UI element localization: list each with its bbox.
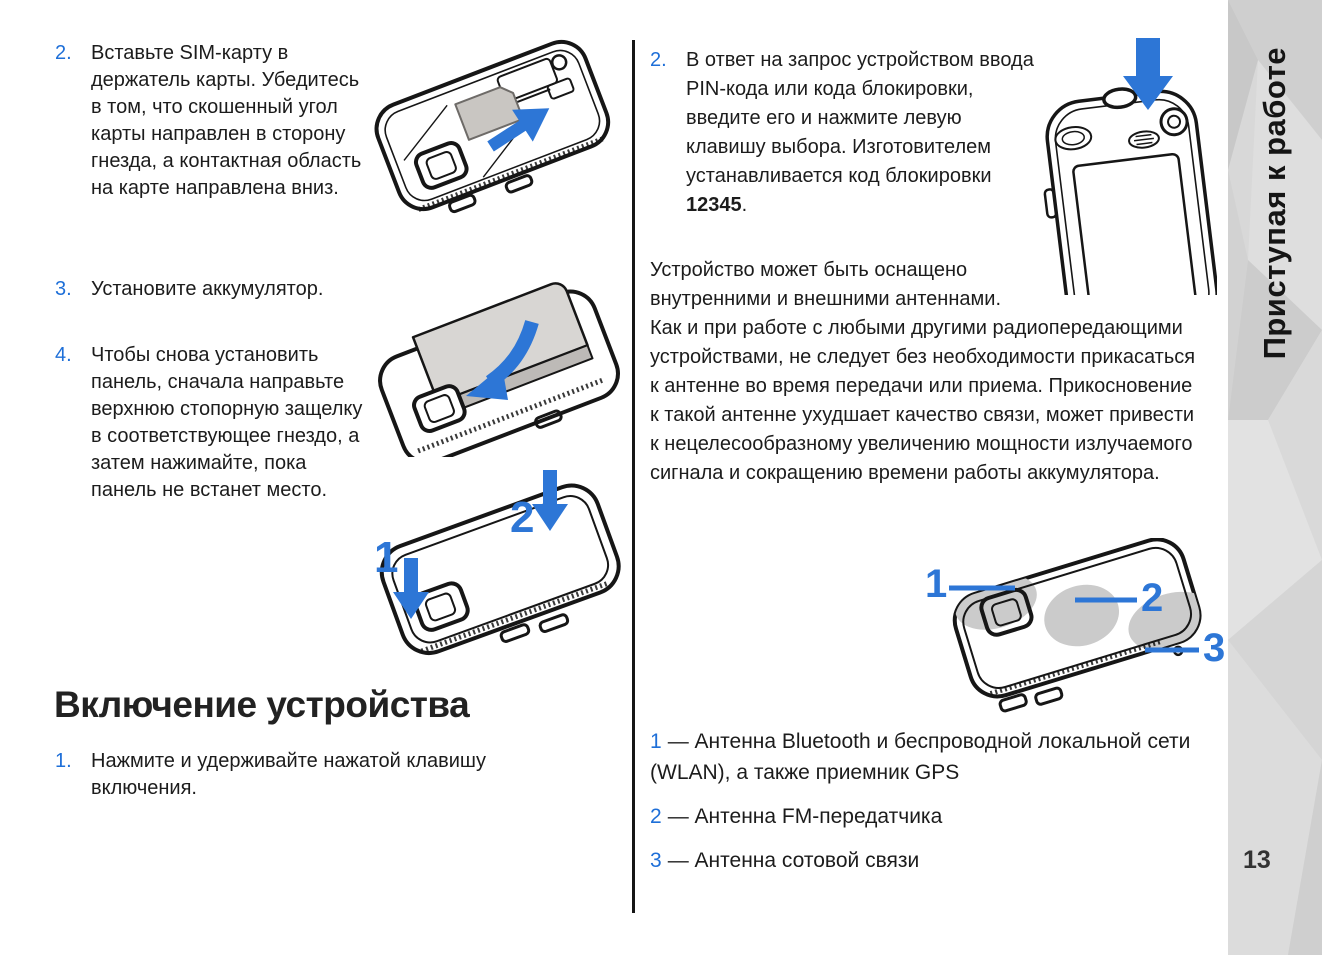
step-number: 1.	[55, 750, 72, 772]
step-number: 2.	[650, 49, 667, 71]
legend-number: 2	[650, 805, 662, 828]
step-number: 4.	[55, 344, 72, 366]
figure-label-1: 1	[925, 562, 948, 606]
legend-number: 1	[650, 730, 662, 753]
phone-antenna-illustration	[915, 538, 1235, 718]
step-reattach-cover	[55, 342, 367, 504]
step-text: Чтобы снова установить панель, сначала направьте верхнюю стопорную защелку в соответствующее гнездо, а затем нажимайте, пока панель не встанет место.	[91, 344, 363, 501]
figure-label-3: 3	[1203, 626, 1226, 670]
legend-text: — Антенна сотовой связи	[667, 849, 920, 872]
legend-item	[650, 845, 1212, 876]
step-number: 2.	[55, 42, 72, 64]
legend-number: 3	[650, 849, 662, 872]
step-text: Нажмите и удерживайте нажатой клавишу включения.	[91, 750, 486, 799]
phone-battery-illustration	[362, 272, 627, 457]
legend-item	[650, 726, 1212, 788]
step-number: 3.	[55, 278, 72, 300]
figure-label-1: 1	[374, 533, 399, 582]
chapter-title: Приступая к работе	[1257, 46, 1292, 360]
legend-text: — Антенна Bluetooth и беспроводной локальной сети (WLAN), а также приемник GPS	[650, 730, 1191, 784]
step-power-on	[55, 748, 595, 802]
step-text: В ответ на запрос устройством ввода PIN-кода или кода блокировки, введите его и нажмите левую клавишу выбора. Изготовителем устанавливается код блокировки	[686, 49, 1034, 187]
phone-cover-illustration	[358, 462, 638, 677]
phone-back-sim-illustration	[362, 32, 627, 222]
lock-code-value: 12345	[686, 194, 742, 216]
step-insert-sim	[55, 40, 367, 202]
antenna-legend	[650, 726, 1212, 889]
legend-text: — Антенна FM-передатчика	[667, 805, 943, 828]
step-text: Вставьте SIM-карту в держатель карты. Убедитесь в том, что скошенный угол карты направлен в сторону гнезда, а контактная область на карте направлена вниз.	[91, 42, 362, 199]
step-text: Установите аккумулятор.	[91, 278, 324, 300]
column-divider	[632, 40, 635, 913]
step-text-end: .	[741, 194, 748, 216]
battery-insertion-figure	[362, 272, 627, 457]
step-enter-pin	[650, 46, 1046, 220]
chapter-sidebar	[1228, 0, 1322, 955]
power-key-figure	[1032, 30, 1217, 295]
phone-top-illustration	[1032, 30, 1217, 295]
legend-item	[650, 801, 1212, 832]
step-install-battery	[55, 276, 367, 303]
antenna-locations-figure	[915, 538, 1235, 718]
antenna-note-text: Устройство может быть оснащено внутренними и внешними антеннами. Как и при работе с любыми другими радиопередающими устройствами, не следует без необходимости прикасаться к антенне во время передачи или приема. Прикосновение к такой антенне ухудшает качество связи, может привести к нецелесообразному увеличению мощности излучаемого сигнала и сокращению времени работы аккумулятора.	[650, 259, 1196, 484]
figure-label-2: 2	[1141, 576, 1164, 620]
cover-reattach-figure	[358, 462, 638, 677]
page-number: 13	[1243, 846, 1271, 874]
sim-insertion-figure	[362, 32, 627, 222]
chapter-title-wrap	[1228, 36, 1322, 370]
section-heading: Включение устройства	[54, 684, 470, 725]
figure-label-2: 2	[510, 493, 535, 542]
